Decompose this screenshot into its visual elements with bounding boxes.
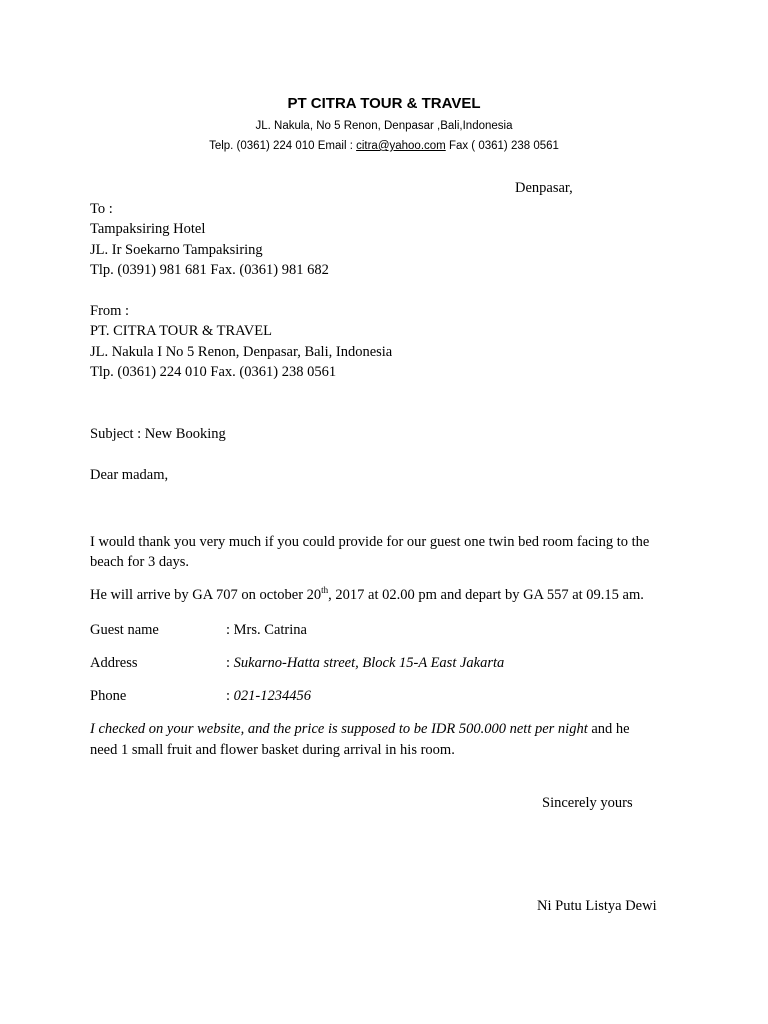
company-contact: [0, 140, 768, 152]
place-date: Denpasar,: [515, 180, 573, 196]
contact-suffix: Fax ( 0361) 238 0561: [445, 140, 559, 152]
company-name: PT CITRA TOUR & TRAVEL: [287, 95, 481, 112]
guest-phone-label: Phone: [90, 688, 127, 704]
sender-label: From :: [90, 303, 130, 319]
arrival-text: He will arrive by GA 707 on october 20: [90, 587, 322, 603]
guest-name-label: Guest name: [90, 622, 159, 638]
price-note: I checked on your website, and the price is supposed to be IDR 500.000 nett per night: [90, 721, 588, 737]
guest-address-colon: :: [226, 655, 234, 671]
body-paragraph-2: [90, 587, 644, 604]
guest-phone-text: 021-1234456: [233, 688, 311, 704]
body-paragraph-1-line-2: beach for 3 days.: [90, 554, 190, 570]
company-address: JL. Nakula, No 5 Renon, Denpasar ,Bali,Indonesia: [255, 120, 513, 132]
price-note-rest: and he: [587, 721, 630, 737]
email-link[interactable]: citra@yahoo.com: [356, 140, 446, 152]
sender-name: PT. CITRA TOUR & TRAVEL: [90, 323, 272, 339]
sender-address: JL. Nakula I No 5 Renon, Denpasar, Bali, Indonesia: [90, 344, 393, 360]
salutation: Dear madam,: [90, 467, 169, 483]
signer-name: Ni Putu Listya Dewi: [537, 898, 657, 914]
recipient-label: To :: [90, 201, 113, 217]
subject-line: Subject : New Booking: [90, 426, 226, 442]
contact-prefix: Telp. (0361) 224 010 Email :: [209, 140, 357, 152]
ordinal-suffix: th: [321, 585, 329, 596]
body-paragraph-3-line-1: [90, 721, 630, 738]
body-paragraph-1-line-1: I would thank you very much if you could provide for our guest one twin bed room facing to the: [90, 534, 650, 550]
arrival-text-rest: , 2017 at 02.00 pm and depart by GA 557 at 09.15 am.: [328, 587, 644, 603]
sender-phone: Tlp. (0361) 224 010 Fax. (0361) 238 0561: [90, 364, 337, 380]
body-paragraph-3-line-2: need 1 small fruit and flower basket during arrival in his room.: [90, 742, 455, 758]
guest-name-value: : Mrs. Catrina: [226, 622, 307, 638]
guest-address-text: Sukarno-Hatta street, Block 15-A East Jakarta: [233, 655, 505, 671]
guest-phone-colon: :: [226, 688, 234, 704]
recipient-name: Tampaksiring Hotel: [90, 221, 206, 237]
guest-phone-value: [226, 688, 311, 705]
recipient-address: JL. Ir Soekarno Tampaksiring: [90, 242, 263, 258]
guest-address-label: Address: [90, 655, 138, 671]
guest-address-value: [226, 655, 504, 672]
closing: Sincerely yours: [542, 795, 633, 811]
recipient-phone: Tlp. (0391) 981 681 Fax. (0361) 981 682: [90, 262, 329, 278]
